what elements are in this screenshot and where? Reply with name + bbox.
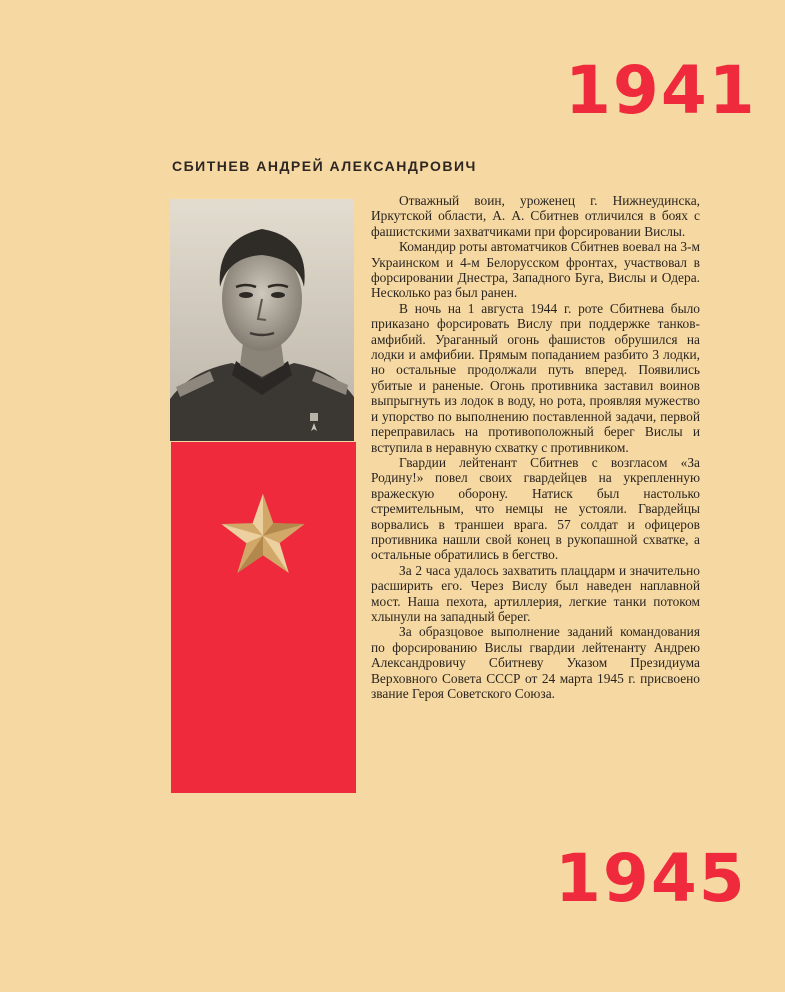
portrait-photo [170, 199, 354, 441]
hero-red-panel [171, 442, 356, 793]
bio-paragraph: За образцовое выполнение заданий командования по форсированию Вислы гвардии лейтенанту Андрею Александровичу Сбитневу Указом Президиума Верховного Совета СССР от 24 марта 1945 г. присвоено звание Героя Советского Союза. [371, 624, 700, 701]
bio-paragraph: В ночь на 1 августа 1944 г. роте Сбитнева было приказано форсировать Вислу при поддержке танков-амфибий. Ураганный огонь фашистов обрушился на лодки и амфибии. Прямым попаданием разбито 3 лодки, но остальные продолжали путь вперед. Появились убитые и раненые. Огонь противника заставил воинов выпрыгнуть из лодок в воду, но рота, проявляя мужество и упорство по выполнению поставленной задачи, первой переправилась на противоположный берег Вислы и вступила в неравную схватку с противником. [371, 300, 700, 455]
bio-paragraph: Гвардии лейтенант Сбитнев с возгласом «За Родину!» повел своих гвардейцев на укрепленную вражескую оборону. Натиск был настолько стремительным, что немцы не устояли. Гвардейцы ворвались в траншеи врага. 57 солдат и офицеров противника нашли свой конец в рукопашной схватке, а остальные обратились в бегство. [371, 454, 700, 563]
year-end: 1945 [555, 840, 747, 917]
biography-text [371, 193, 700, 701]
hero-name: СБИТНЕВ АНДРЕЙ АЛЕКСАНДРОВИЧ [172, 158, 477, 174]
bio-paragraph: Отважный воин, уроженец г. Нижнеудинска, Иркутской области, А. А. Сбитнев отличился в боях с фашистскими захватчиками при форсировании Вислы. [371, 193, 700, 239]
gold-star-icon [219, 492, 307, 576]
bio-paragraph: За 2 часа удалось захватить плацдарм и значительно расширить его. Через Вислу был наведен наплавной мост. Наша пехота, артиллерия, легкие танки потоком хлынули на западный берег. [371, 562, 700, 624]
bio-paragraph: Командир роты автоматчиков Сбитнев воевал на 3-м Украинском и 4-м Белорусском фронтах, участвовал в форсировании Днестра, Западного Буга, Вислы и Одера. Несколько раз был ранен. [371, 239, 700, 301]
year-start: 1941 [565, 52, 757, 129]
